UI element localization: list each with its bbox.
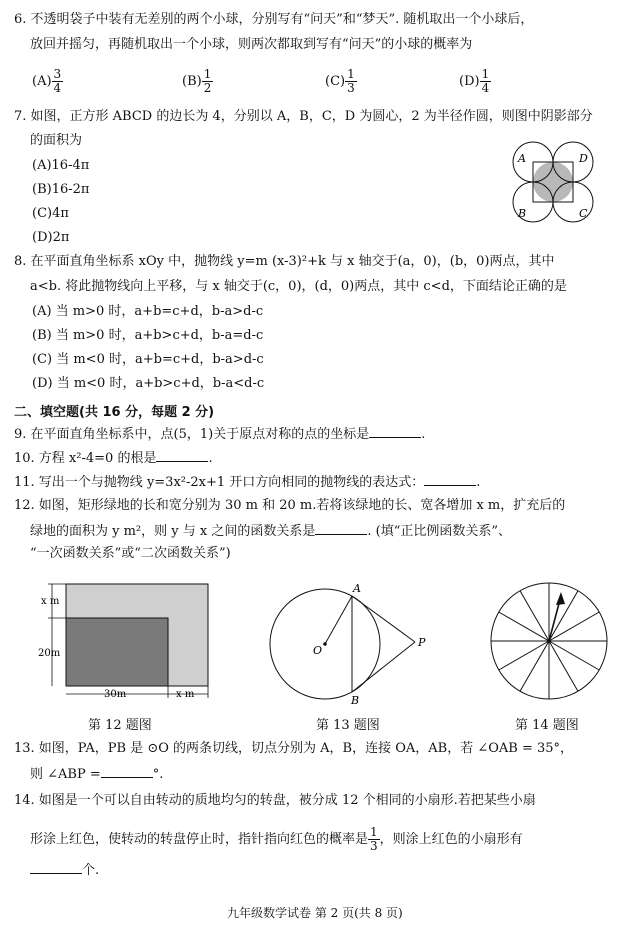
spinner-sector-divider	[549, 612, 599, 641]
q7-line1: 7. 如图，正方形 ABCD 的边长为 4，分别以 A，B，C，D 为圆心，2 为半径作圆，则图中阴影部分	[14, 109, 593, 124]
shaded-region-fill	[533, 162, 573, 202]
q8-line2: a<b. 将此抛物线向上平移，与 x 轴交于(c，0)，(d，0)两点，其中 c<d，下面结论正确的是	[30, 279, 567, 294]
q12-line1: 12. 如图，矩形绿地的长和宽分别为 30 m 和 20 m.若将该绿地的长、宽各增加 x m，扩充后的	[14, 498, 566, 513]
q7-option-d: (D)2π	[32, 230, 70, 245]
q6-option-a: (A) $\frac{3}{4}$	[32, 67, 62, 95]
spinner-sector-divider	[549, 591, 578, 641]
label-xm-right: x m	[176, 689, 195, 700]
section-heading: 二、填空题(共 16 分，每题 2 分)	[14, 405, 215, 420]
page-footer: 九年级数学试卷 第 2 页(共 8 页)	[227, 906, 403, 920]
answer-blank[interactable]	[101, 765, 153, 778]
q8-option-c: (C) 当 m<0 时，a+b=c+d，b-a>d-c	[32, 352, 264, 367]
spinner-sector-divider	[499, 612, 549, 641]
q7-option-c: (C)4π	[32, 206, 69, 221]
caption-fig13: 第 13 题图	[316, 718, 380, 733]
label-p: P	[418, 636, 426, 649]
answer-blank[interactable]	[30, 861, 82, 874]
q7-option-a: (A)16-4π	[32, 158, 90, 173]
answer-blank[interactable]	[369, 425, 421, 438]
q14-line1: 14. 如图是一个可以自由转动的质地均匀的转盘，被分成 12 个相同的小扇形.若把某些小扇	[14, 793, 536, 808]
label-o: O	[313, 644, 323, 657]
q14-line3: 个.	[30, 861, 99, 879]
q7-line2: 的面积为	[30, 133, 83, 148]
q13-line1: 13. 如图，PA，PB 是 ⊙O 的两条切线，切点分别为 A，B，连接 OA，AB，若 ∠OAB = 35°，	[14, 741, 574, 756]
q6-option-c: (C) $\frac{1}{3}$	[325, 67, 355, 95]
label-c: C	[579, 207, 588, 220]
q12-rectangle-figure	[38, 578, 218, 702]
answer-blank[interactable]	[424, 473, 476, 486]
label-a: A	[518, 152, 526, 165]
answer-blank[interactable]	[315, 522, 367, 535]
q8-line1: 8. 在平面直角坐标系 xOy 中，抛物线 y=m (x-3)²+k 与 x 轴交于(a，0)，(b，0)两点，其中	[14, 254, 555, 269]
label-d: D	[579, 152, 588, 165]
spinner-sector-divider	[520, 641, 549, 691]
fraction: $\frac{1}{3}$	[370, 825, 378, 853]
q7-four-circles-figure	[503, 137, 603, 229]
pointer-arrow-icon	[556, 592, 565, 605]
q13-line2: 则 ∠ABP = °.	[30, 767, 164, 782]
q8-option-b: (B) 当 m>0 时，a+b>c+d，b-a=d-c	[32, 328, 264, 343]
q6-line1: 6. 不透明袋子中装有无差别的两个小球，分别写有“问天”和“梦天”. 随机取出一个小球后，	[14, 12, 534, 27]
q12-line3: “一次函数关系”或“二次函数关系”)	[30, 546, 231, 561]
q7-option-b: (B)16-2π	[32, 182, 90, 197]
q12-line2: 绿地的面积为 y m²，则 y 与 x 之间的函数关系是 . (填“正比例函数关系”、	[30, 524, 511, 539]
fraction: $\frac{1}{3}$	[347, 67, 355, 95]
label-b: B	[518, 207, 527, 220]
spinner-sector-divider	[520, 591, 549, 641]
q10-text: 10. 方程 x²-4=0 的根是 .	[14, 451, 213, 466]
q8-option-a: (A) 当 m>0 时，a+b=c+d，b-a>d-c	[32, 304, 264, 319]
q6-option-b: (B) $\frac{1}{2}$	[182, 67, 212, 95]
caption-fig14: 第 14 题图	[515, 718, 579, 733]
fraction: $\frac{1}{4}$	[481, 67, 490, 95]
spinner-center	[547, 639, 551, 643]
caption-fig12: 第 12 题图	[88, 718, 152, 733]
answer-blank[interactable]	[156, 449, 208, 462]
label-xm-top: x m	[41, 596, 60, 607]
fraction: $\frac{1}{2}$	[203, 67, 212, 95]
q6-option-d: (D) $\frac{1}{4}$	[459, 67, 490, 95]
label-a: A	[353, 582, 361, 595]
spinner-sector-divider	[549, 641, 578, 691]
q14-spinner-figure	[486, 578, 612, 704]
q14-line2: 形涂上红色，使转动的转盘停止时，指针指向红色的概率是 $\frac{1}{3}$ ，则涂上红色的小扇形有	[30, 825, 523, 853]
label-30m: 30m	[104, 689, 127, 700]
q11-text: 11. 写出一个与抛物线 y=3x²-2x+1 开口方向相同的抛物线的表达式： .	[14, 475, 481, 490]
spinner-sector-divider	[499, 641, 549, 670]
spinner-sector-divider	[549, 641, 599, 670]
label-20m: 20m	[38, 648, 61, 659]
label-b: B	[351, 694, 360, 704]
fraction: $\frac{3}{4}$	[53, 67, 62, 95]
q8-option-d: (D) 当 m<0 时，a+b>c+d，b-a<d-c	[32, 376, 265, 391]
q13-tangent-figure	[265, 580, 435, 704]
q6-line2: 放回并摇匀，再随机取出一个小球，则两次都取到写有“问天”的小球的概率为	[30, 37, 473, 52]
q9-text: 9. 在平面直角坐标系中，点(5，1)关于原点对称的点的坐标是 .	[14, 427, 426, 442]
